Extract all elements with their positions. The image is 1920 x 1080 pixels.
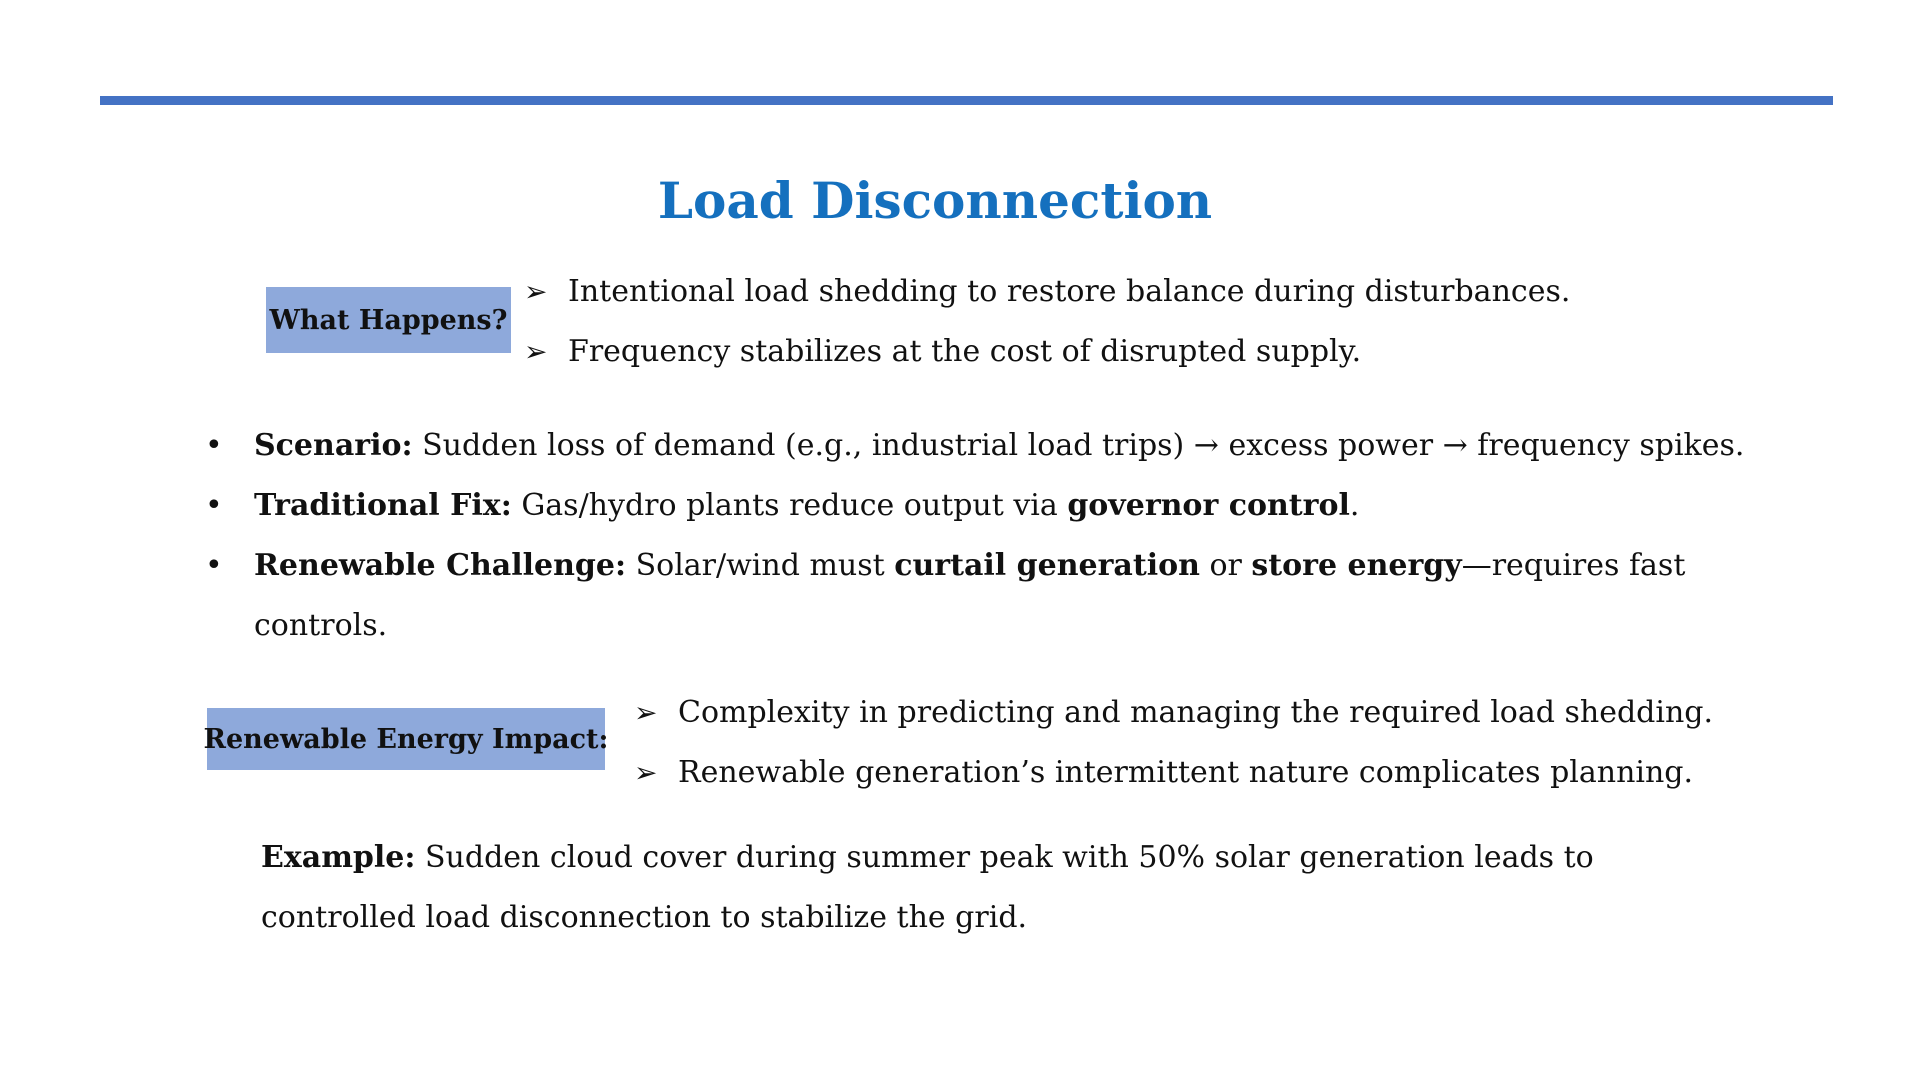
arrow-bullet-icon: ➢ <box>634 756 658 789</box>
bullet-dot-icon: • <box>205 428 223 463</box>
fix-label: Traditional Fix: <box>254 488 512 523</box>
renewable-impact-list <box>634 683 1713 803</box>
what-happens-list <box>524 262 1570 382</box>
list-item <box>524 322 1570 382</box>
example-label: Example: <box>261 840 416 875</box>
challenge-text-3: —requires fast controls. <box>254 548 1686 643</box>
bullet-dot-icon: • <box>205 488 223 523</box>
bullet-scenario <box>205 416 1745 476</box>
impact-item-2: Renewable generation’s intermittent nature complicates planning. <box>678 755 1694 790</box>
list-item <box>634 683 1713 743</box>
what-happens-tag: What Happens? <box>266 287 511 353</box>
renewable-impact-tag: Renewable Energy Impact: <box>207 708 605 770</box>
arrow-bullet-icon: ➢ <box>634 696 658 729</box>
fix-text: Gas/hydro plants reduce output via <box>511 488 1068 523</box>
scenario-text: Sudden loss of demand (e.g., industrial load trips) → excess power → frequency spikes. <box>412 428 1745 463</box>
top-accent-rule <box>100 96 1833 105</box>
what-happens-item-1: Intentional load shedding to restore balance during disturbances. <box>568 274 1571 309</box>
challenge-text-2: or <box>1199 548 1252 583</box>
challenge-label: Renewable Challenge: <box>254 548 627 583</box>
impact-item-1: Complexity in predicting and managing the required load shedding. <box>678 695 1714 730</box>
bullet-renewable-challenge <box>205 536 1725 656</box>
bullet-traditional-fix <box>205 476 1725 536</box>
example-text: Sudden cloud cover during summer peak with 50% solar generation leads to controlled load disconnection to stabilize the grid. <box>261 840 1594 935</box>
arrow-bullet-icon: ➢ <box>524 275 548 308</box>
main-bullet-list <box>205 416 1745 656</box>
challenge-emphasis-1: curtail generation <box>894 548 1200 583</box>
slide-title: Load Disconnection <box>657 170 1213 230</box>
what-happens-item-2: Frequency stabilizes at the cost of disrupted supply. <box>568 334 1362 369</box>
arrow-bullet-icon: ➢ <box>524 335 548 368</box>
fix-text-end: . <box>1349 488 1360 523</box>
list-item <box>634 743 1713 803</box>
challenge-emphasis-2: store energy <box>1251 548 1462 583</box>
fix-emphasis: governor control <box>1067 488 1350 523</box>
bullet-dot-icon: • <box>205 548 223 583</box>
example-paragraph <box>261 828 1641 948</box>
list-item <box>524 262 1570 322</box>
scenario-label: Scenario: <box>254 428 413 463</box>
challenge-text: Solar/wind must <box>626 548 895 583</box>
